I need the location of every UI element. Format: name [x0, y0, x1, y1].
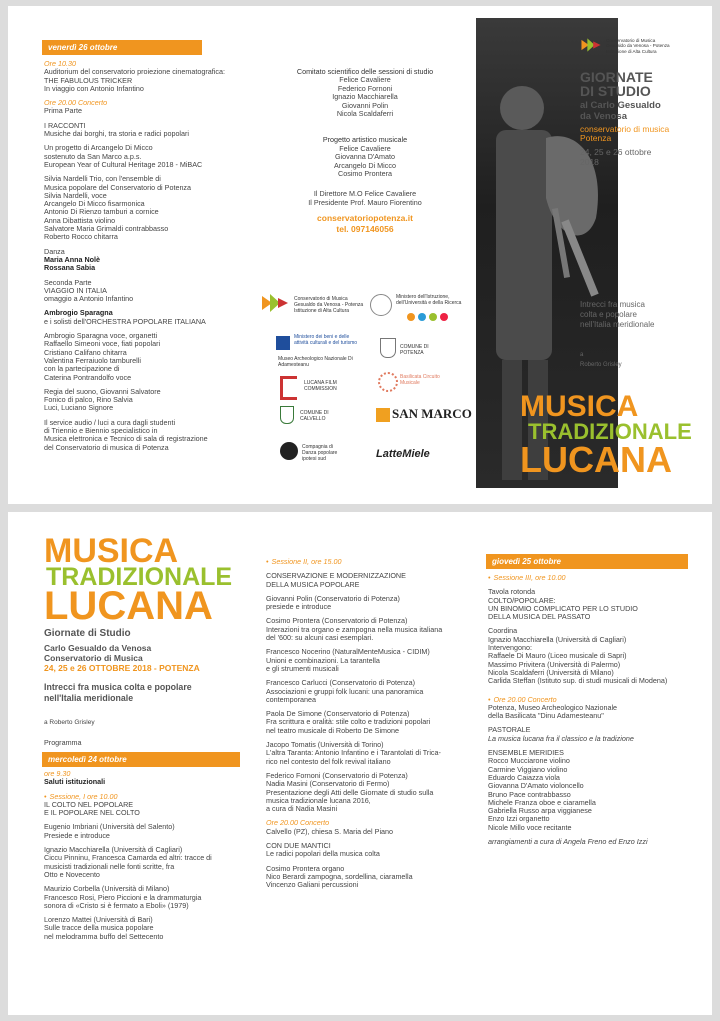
logo-compagnia-text: Compagnia di Danza popolare ipotesi sud: [302, 444, 338, 462]
program-line: VIAGGIO IN ITALIA: [44, 285, 107, 295]
program-line: Jacopo Tomatis (Università di Torino): [266, 740, 384, 750]
bullet-dot-icon: •: [266, 557, 269, 566]
program-line: Silvia Nardelli, voce: [44, 190, 107, 200]
cover-cons: conservatorio di musica: [580, 124, 670, 134]
program-line: sostenuto da San Marco a.p.s.: [44, 151, 142, 161]
program-line: Eugenio Imbriani (Università del Salento): [44, 822, 175, 832]
logo-lattemiele-text: LatteMiele: [376, 448, 430, 460]
logo-mibac-text: Ministero dei beni e delle attività culturali e del turismo: [294, 334, 358, 346]
program-line: Valentina Ferraiuolo tamburelli: [44, 355, 141, 365]
program-line: Maurizio Corbella (Università di Milano): [44, 884, 170, 894]
intro-line-2: nell'Italia meridionale: [44, 693, 134, 703]
program-line: Coordina: [488, 626, 518, 636]
intro-line-1: Intrecci fra musica colta e popolare: [44, 682, 192, 692]
program-line: In viaggio con Antonio Infantino: [44, 83, 144, 93]
program-line: ore 9.30: [44, 769, 71, 778]
program-line: Nicole Millo voce recitante: [488, 822, 572, 832]
program-line: Lorenzo Mattei (Università di Bari): [44, 915, 153, 925]
program-line: PASTORALE: [488, 725, 531, 735]
cover-di-studio: DI STUDIO: [580, 83, 651, 99]
program-line: contemporanea: [266, 694, 316, 704]
header-line-1: Carlo Gesualdo da Venosa: [44, 643, 152, 653]
program-line: musica tradizionale lucana 2016,: [266, 795, 371, 805]
program-line: Musica elettronica e Tecnico di sala di registrazione: [44, 434, 208, 444]
director-line: Il Direttore M.O Felice Cavaliere: [313, 189, 417, 199]
credit-name: Giovanni Polin: [341, 100, 389, 110]
program-line: Ambrogio Sparagna: [44, 308, 113, 318]
program-line: Danza: [44, 246, 65, 256]
program-line: Giovanna D'Amato violoncello: [488, 781, 584, 791]
thursday-program: [488, 574, 667, 846]
cover-logo-text: Conservatorio di Musica Gesualdo da Venosa - Potenza Istituzione di Alta Cultura: [606, 38, 670, 54]
program-line: UN BINOMIO COMPLICATO PER LO STUDIO: [488, 603, 638, 613]
credit-name: Nicola Scaldaferri: [336, 109, 394, 119]
program-line: Ignazio Macchiarella (Università di Cagliari): [44, 845, 183, 855]
program-line: I RACCONTI: [44, 120, 86, 130]
program-line: con la partecipazione di: [44, 364, 120, 374]
program-line: Ore 20.00 Concerto: [266, 818, 330, 828]
header-dates: 24, 25 e 26 OTTOBRE 2018 - POTENZA: [44, 663, 200, 673]
program-line: Seconda Parte: [44, 277, 92, 287]
credit-name: Arcangelo Di Micco: [334, 160, 396, 170]
program-line: Raffaele Di Mauro (Liceo musicale di Sapri): [488, 651, 627, 661]
program-line: e i solisti dell'ORCHESTRA POPOLARE ITALIANA: [44, 316, 206, 326]
program-line: del Conservatorio di musica di Potenza: [44, 442, 169, 452]
cover-intro-1: Intrecci fra musica: [580, 300, 645, 309]
bullet-dot-icon: •: [488, 694, 491, 704]
program-line: Nico Berardi zampogna, sordellina, ciaramella: [266, 871, 413, 881]
program-line: European Year of Cultural Heritage 2018 - MiBAC: [44, 159, 203, 169]
program-line: Le radici popolari della musica colta: [266, 849, 380, 859]
cover-title-tradizionale: TRADIZIONALE: [528, 419, 692, 444]
program-line: di Triennio e Biennio specialistico in: [44, 425, 158, 435]
credit-name: Ignazio Macchiarella: [332, 92, 398, 102]
cover-year: 2018: [580, 157, 599, 167]
project-title: Progetto artistico musicale: [322, 135, 408, 145]
program-line: Maria Anna Nolè: [44, 254, 101, 264]
ministry-dots-icon: [406, 309, 450, 327]
logo-potenza-text: COMUNE DI POTENZA: [400, 344, 429, 356]
program-line: Sulle tracce della musica popolare: [44, 923, 154, 933]
committee-list: [270, 76, 460, 118]
program-line: Ore 10.30: [44, 59, 76, 68]
project-list: [270, 145, 460, 179]
logo-basilicata-text: Basilicata Circuito Musicale: [400, 374, 440, 386]
cover-conservatorio-logo-icon: [580, 36, 602, 54]
program-line: Presiede e introduce: [44, 830, 110, 840]
program-line: sonora di «Cristo si è fermato a Eboli» (1979): [44, 900, 189, 910]
logo-museo-text: Museo Archeologico Nazionale Di Adamesteanu: [278, 356, 353, 368]
logo-calvello-text: COMUNE DI CALVELLO: [300, 410, 329, 422]
program-line: DELLA MUSICA POPOLARE: [266, 579, 360, 589]
program-line: nel melodramma buffo del Settecento: [44, 931, 164, 941]
day-bar-wednesday: mercoledì 24 ottobre: [42, 752, 240, 767]
ministry-emblem-icon: [370, 294, 392, 316]
program-line: Fra scrittura e oralità: stile colto e tradizioni popolari: [266, 717, 431, 727]
logo-ministry-text: Ministero dell'Istruzione, dell'Università e della Ricerca: [396, 294, 462, 306]
program-line: Ciccu Pinninu, Francesca Camarda ed altri: tracce di: [44, 853, 212, 863]
program-line: Anna Dibattista violino: [44, 215, 116, 225]
cover-giornate: GIORNATE: [580, 69, 653, 85]
lucana-film-logo-icon: [280, 376, 297, 400]
program-line: del '600: su alcuni casi esemplari.: [266, 633, 374, 643]
program-line: Eduardo Caiazza viola: [488, 772, 560, 782]
cover-title-musica: MUSICA: [520, 390, 639, 423]
website-link[interactable]: conservatoriopotenza.it: [317, 213, 413, 224]
program-line: Massimo Privitera (Università di Palermo): [488, 659, 621, 669]
program-line: Roberto Rocco chitarra: [44, 232, 118, 242]
program-line: Regia del suono, Giovanni Salvatore: [44, 386, 161, 396]
program-line: Michele Franza oboe e ciaramella: [488, 797, 596, 807]
day-bar-thursday: giovedì 25 ottobre: [486, 554, 688, 569]
compagnia-logo-icon: [280, 442, 298, 460]
program-line: Potenza, Museo Archeologico Nazionale: [488, 702, 618, 712]
bullet-dot-icon: •: [44, 791, 47, 801]
program-line: musicisti tradizionali nelle fonti scritte, fra: [44, 861, 175, 871]
logo-lucana-text: LUCANA FILM COMMISSION: [304, 380, 337, 392]
program-line: Il service audio / luci a cura dagli studenti: [44, 417, 176, 427]
program-line: omaggio a Antonio Infantino: [44, 294, 134, 304]
credit-name: Cosimo Prontera: [338, 169, 392, 179]
program-line: Ore 20.00 Concerto: [44, 98, 108, 108]
title-lucana: LUCANA: [44, 584, 213, 628]
program-line: Musiche dai borghi, tra storia e radici popolari: [44, 129, 190, 139]
program-line: Carlida Steffan (Istituto sup. di studi musicali di Modena): [488, 676, 668, 686]
program-line: Francesco Carlucci (Conservatorio di Potenza): [266, 678, 416, 688]
program-line: Cosimo Prontera organo: [266, 863, 345, 873]
program-line: IL COLTO NEL POPOLARE: [44, 799, 134, 809]
program-line: Saluti istituzionali: [44, 777, 106, 787]
program-line: Vincenzo Galiani percussioni: [266, 880, 359, 890]
credit-name: Felice Cavaliere: [339, 143, 391, 153]
program-line: Nadia Masini (Conservatorio di Fermo): [266, 779, 390, 789]
program-line: Federico Fornoni (Conservatorio di Potenza): [266, 770, 408, 780]
program-line: Musica popolare del Conservatorio di Potenza: [44, 182, 192, 192]
program-line: • Sessione III, ore 10.00: [488, 573, 566, 582]
program-line: Calvello (PZ), chiesa S. Maria del Piano: [266, 826, 394, 836]
program-line: Silvia Nardelli Trio, con l'ensemble di: [44, 174, 161, 184]
program-line: Nicola Scaldaferri (Università di Milano): [488, 667, 614, 677]
program-line: L'altra Taranta: Antonio Infantino e i Tarantolati di Trica-: [266, 748, 441, 758]
cover-intro-3: nell'Italia meridionale: [580, 320, 655, 329]
program-line: Tavola rotonda: [488, 587, 536, 597]
cover-dates: 24, 25 e 26 ottobre: [580, 147, 652, 157]
giornate-heading: Giornate di Studio: [44, 628, 131, 639]
program-line: Enzo Izzi organetto: [488, 814, 550, 824]
program-line: E IL POPOLARE NEL COLTO: [44, 808, 140, 818]
credit-name: Federico Fornoni: [337, 83, 393, 93]
title-musica: MUSICA: [44, 532, 179, 570]
program-line: Antonio Di Rienzo tamburi a cornice: [44, 207, 159, 217]
program-line: Cosimo Prontera (Conservatorio di Potenza): [266, 616, 408, 626]
cover-a: a: [580, 352, 584, 358]
program-line: della Basilicata "Dinu Adamesteanu": [488, 711, 604, 721]
committee-title: Comitato scientifico delle sessioni di studio: [296, 67, 434, 76]
cover-title-lucana: LUCANA: [520, 439, 672, 480]
program-line: Francesco Nocerino (NaturalMenteMusica - CIDIM): [266, 647, 430, 657]
wednesday-morning-program: [44, 770, 212, 941]
brochure-outer-side: [8, 6, 712, 504]
program-line: • Sessione, I ore 10.00: [44, 791, 118, 801]
title-tradizionale: TRADIZIONALE: [46, 563, 233, 591]
author-line: a Roberto Grisley: [44, 719, 95, 726]
program-line: • Ore 20.00 Concerto: [488, 694, 557, 704]
phone-number: tel. 097146056: [336, 224, 394, 235]
program-line: Associazioni e gruppi folk lucani: una panoramica: [266, 686, 424, 696]
program-line: Un progetto di Arcangelo Di Micco: [44, 143, 153, 153]
logo-conservatorio-text: Conservatorio di Musica Gesualdo da Venosa - Potenza Istituzione di Alta Cultura: [294, 296, 364, 314]
logo-sanmarco-text: SAN MARCO: [392, 406, 472, 421]
credit-name: Felice Cavaliere: [339, 75, 391, 85]
brochure-inner-side: [8, 512, 712, 1015]
potenza-crest-icon: [380, 338, 396, 358]
program-line: Ambrogio Sparagna voce, organetti: [44, 331, 158, 341]
cover-da: da Venosa: [580, 111, 627, 122]
program-line: Arcangelo Di Micco fisarmonica: [44, 199, 145, 209]
program-line: La musica lucana fra il classico e la tradizione: [488, 733, 634, 743]
cover-city: Potenza: [580, 133, 612, 143]
wednesday-afternoon-program: [266, 558, 442, 890]
program-line: arrangiamenti a cura di Angela Freno ed Enzo Izzi: [488, 837, 648, 847]
program-line: Intervengono:: [488, 643, 532, 653]
cover-al: al Carlo Gesualdo: [580, 100, 661, 111]
program-line: Cristiano Califano chitarra: [44, 347, 127, 357]
program-line: Fonico di palco, Rino Salvia: [44, 395, 133, 405]
program-line: e gli strumenti musicali: [266, 663, 339, 673]
program-line: Interazioni tra organo e zampogna nella musica italiana: [266, 624, 443, 634]
program-line: rico nel contesto del folk revival italiano: [266, 756, 391, 766]
day-bar-friday: venerdì 26 ottobre: [42, 40, 202, 55]
program-line: THE FABULOUS TRICKER: [44, 75, 133, 85]
program-line: CONSERVAZIONE E MODERNIZZAZIONE: [266, 571, 406, 581]
program-line: CON DUE MANTICI: [266, 841, 331, 851]
credit-name: Giovanna D'Amato: [334, 152, 396, 162]
program-line: nel teatro musicale di Roberto De Simone: [266, 725, 400, 735]
program-line: Unioni e combinazioni. La tarantella: [266, 655, 380, 665]
program-line: DELLA MUSICA DEL PASSATO: [488, 612, 591, 622]
conservatorio-logo-icon: [260, 292, 290, 314]
program-line: Raffaello Simeoni voce, fiati popolari: [44, 339, 161, 349]
program-line: Salvatore Maria Grimaldi contrabbasso: [44, 224, 169, 234]
program-line: Francesco Rosi, Piero Piccioni e la drammaturgia: [44, 892, 202, 902]
program-line: COLTO/POPOLARE:: [488, 595, 556, 605]
program-line: Prima Parte: [44, 106, 82, 116]
cover-author: Roberto Grisley: [580, 362, 622, 368]
program-line: Ignazio Macchiarella (Università di Cagliari): [488, 634, 627, 644]
mibac-logo-icon: [276, 336, 290, 350]
credits-column: [270, 68, 460, 235]
cover-intro-2: colta e popolare: [580, 310, 637, 319]
program-line: Rossana Sabia: [44, 263, 96, 273]
program-line: presiede e introduce: [266, 602, 332, 612]
president-line: Il Presidente Prof. Mauro Fiorentino: [308, 197, 422, 207]
program-line: Carmine Viggiano violino: [488, 764, 568, 774]
program-line: • Sessione II, ore 15.00: [266, 557, 342, 566]
program-line: Rocco Mucciarone violino: [488, 756, 570, 766]
basilicata-circuito-icon: [378, 372, 398, 392]
program-line: a cura di Nadia Masini: [266, 804, 338, 814]
program-line: Caterina Pontrandolfo voce: [44, 372, 132, 382]
calvello-crest-icon: [280, 406, 294, 424]
program-line: ENSEMBLE MERIDIES: [488, 748, 564, 758]
program-line: Gabriella Russo arpa viggianese: [488, 806, 592, 816]
program-line: Auditorium del conservatorio proiezione cinematografica:: [44, 67, 225, 77]
program-line: Bruno Pace contrabbasso: [488, 789, 571, 799]
bullet-dot-icon: •: [488, 573, 491, 582]
program-line: Luci, Luciano Signore: [44, 403, 114, 413]
san-marco-logo-icon: [376, 408, 390, 422]
program-line: Otto e Novecento: [44, 869, 100, 879]
programma-label: Programma: [44, 738, 82, 747]
program-line: Paola De Simone (Conservatorio di Potenza): [266, 709, 410, 719]
friday-program: [44, 60, 225, 452]
header-line-2: Conservatorio di Musica: [44, 653, 143, 663]
program-line: Presentazione degli Atti delle Giornate di studio sulla: [266, 787, 434, 797]
program-line: Giovanni Polin (Conservatorio di Potenza): [266, 593, 400, 603]
